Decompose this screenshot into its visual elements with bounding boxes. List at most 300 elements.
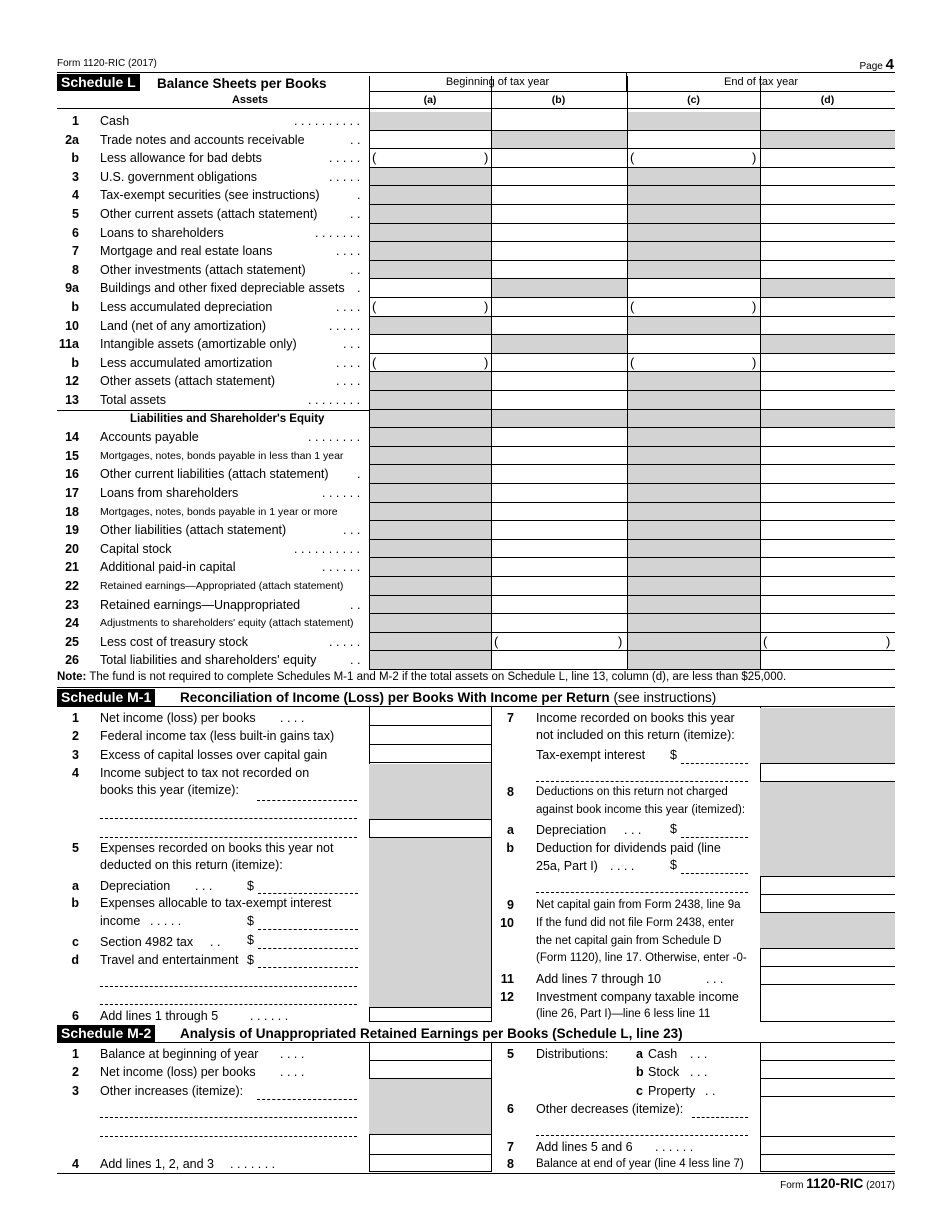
cell-line-6-a [369, 224, 491, 243]
cell-line-24-d[interactable] [760, 614, 895, 633]
cell-line-21-b[interactable] [491, 558, 627, 577]
line-label: Cash [648, 1047, 678, 1061]
close-paren: ) [484, 354, 489, 370]
leader-dots: . . . . . [329, 634, 361, 649]
cell-line-17-b[interactable] [491, 484, 627, 503]
line-number: 9 [507, 898, 514, 912]
leader-dots: . . [705, 1084, 716, 1098]
line-label: Net income (loss) per books [100, 711, 256, 725]
dollar-sign: $ [247, 933, 254, 947]
cell-line-b-c[interactable] [627, 354, 760, 373]
itemize-line[interactable] [100, 837, 357, 838]
cell-line-b-d[interactable] [760, 354, 895, 373]
open-paren: ( [372, 354, 377, 370]
cell-line-b-a[interactable] [369, 354, 491, 373]
cell-line-5-b[interactable] [491, 205, 627, 224]
divider [626, 72, 627, 92]
cell-line-7-c [627, 242, 760, 261]
line-label-cont: (line 26, Part I)—line 6 less line 11 [536, 1008, 711, 1020]
cell-line-7-d[interactable] [760, 242, 895, 261]
itemize-line[interactable] [681, 763, 748, 764]
line-label: Capital stock [100, 541, 172, 556]
itemize-line[interactable] [681, 873, 748, 874]
line-label-cont: 25a, Part I) [536, 859, 598, 873]
divider [369, 76, 370, 670]
open-paren: ( [630, 150, 635, 166]
line-number: a [507, 823, 514, 837]
cell-line-5-c [627, 205, 760, 224]
line-number: 1 [72, 114, 79, 128]
line-label: Mortgage and real estate loans [100, 244, 273, 259]
dollar-sign: $ [670, 858, 677, 872]
cell-line-20-c [627, 540, 760, 559]
line-label: Loans from shareholders [100, 486, 239, 500]
col-d-header: (d) [820, 94, 835, 106]
line-number: 14 [65, 430, 79, 445]
itemize-line[interactable] [258, 893, 358, 894]
itemize-line[interactable] [100, 1004, 357, 1005]
divider [627, 76, 628, 670]
line-label: Balance at end of year (line 4 less line 7) [536, 1158, 744, 1170]
line-number: b [71, 300, 79, 314]
m1-line10-amount[interactable] [760, 949, 895, 967]
leader-dots: . . [350, 653, 361, 668]
m2-line3-amount[interactable] [369, 1135, 491, 1155]
cell-line-12-d[interactable] [760, 372, 895, 391]
cell-line-b-d[interactable] [760, 149, 895, 168]
open-paren: ( [372, 299, 377, 314]
line-label: Retained earnings—Appropriated (attach statement) [100, 580, 344, 592]
line-label: Balance at beginning of year [100, 1047, 259, 1061]
leader-dots: . . . . [336, 374, 361, 389]
line-label: Buildings and other fixed depreciable assets [100, 281, 345, 296]
line-number: 10 [500, 916, 514, 930]
cell-line-4-d[interactable] [760, 186, 895, 205]
line-number: 7 [72, 244, 79, 259]
m1-line10-shade [760, 913, 895, 949]
cell-line-7-b[interactable] [491, 242, 627, 261]
m1-line4-amount[interactable] [369, 820, 491, 838]
schedule-m2-tag: Schedule M-2 [57, 1025, 155, 1042]
page-number: Page 4 [859, 56, 894, 73]
leader-dots: . [357, 281, 361, 296]
cell-line-10-c [627, 317, 760, 336]
line-label: Total liabilities and shareholders' equity [100, 653, 317, 668]
line-label-cont: the net capital gain from Schedule D [536, 935, 722, 947]
cell-line-5-a [369, 205, 491, 224]
itemize-line[interactable] [100, 986, 357, 987]
cell-line-20-d[interactable] [760, 540, 895, 559]
line-label: Income recorded on books this year [536, 711, 735, 725]
line-number: d [71, 953, 79, 967]
leader-dots: . . [350, 132, 361, 147]
cell-line-1-a [369, 112, 491, 131]
line-number: 8 [507, 1157, 514, 1171]
line-label: Adjustments to shareholders' equity (attach statement) [100, 617, 354, 630]
cell-line-14-c [627, 428, 760, 447]
dollar-sign: $ [247, 879, 254, 893]
cell-line-11a-b [491, 335, 627, 354]
line-label: Intangible assets (amortizable only) [100, 337, 297, 352]
top-rule [57, 72, 895, 73]
line-number: 11 [500, 972, 514, 986]
itemize-line[interactable] [258, 929, 358, 930]
cell-line-9a-b [491, 279, 627, 298]
leader-dots: . . . [690, 1047, 708, 1061]
assets-heading: Assets [231, 94, 269, 106]
line-label: Less allowance for bad debts [100, 151, 262, 166]
line-number: 13 [65, 393, 79, 407]
dollar-sign: $ [247, 914, 254, 928]
line-label: Trade notes and accounts receivable [100, 132, 305, 147]
cell-line-16-c [627, 465, 760, 484]
cell-line-14-d[interactable] [760, 428, 895, 447]
line-label: Tax-exempt securities (see instructions) [100, 188, 320, 203]
itemize-line[interactable] [100, 818, 357, 819]
cell-line-15-a [369, 447, 491, 466]
cell-line-8-b[interactable] [491, 261, 627, 280]
line-number: 12 [500, 990, 514, 1004]
line-label: Net income (loss) per books [100, 1065, 256, 1079]
cell-line-2a-c[interactable] [627, 131, 760, 150]
line-label: Retained earnings—Unappropriated [100, 597, 301, 612]
m2-line1-amount[interactable] [369, 1043, 491, 1061]
line-label: Less cost of treasury stock [100, 634, 248, 649]
itemize-line[interactable] [536, 781, 748, 782]
cell-line-9a-c[interactable] [627, 279, 760, 298]
cell-line-20-b[interactable] [491, 540, 627, 559]
cell-line-16-d[interactable] [760, 465, 895, 484]
leader-dots: . . . [343, 523, 361, 538]
cell-line-25-a [369, 633, 491, 652]
cell-line-22-c [627, 577, 760, 596]
line-number: 6 [507, 1102, 514, 1116]
sub-letter: c [636, 1084, 643, 1098]
cell-line-19-b[interactable] [491, 521, 627, 540]
close-paren: ) [484, 150, 489, 166]
line-label: Depreciation [536, 823, 607, 837]
m1-line3-amount[interactable] [369, 745, 491, 763]
line-label-cont: against book income this year (itemized): [536, 804, 746, 816]
leader-dots: . . . [706, 972, 724, 986]
cell-line-21-d[interactable] [760, 558, 895, 577]
line-label-cont: (Form 1120), line 17. Otherwise, enter -0- [536, 952, 747, 964]
leader-dots: . . . . . . . [230, 1157, 276, 1171]
leader-dots: . . [350, 207, 361, 221]
cell-line-10-d[interactable] [760, 317, 895, 336]
line-label: Stock [648, 1065, 680, 1079]
cell-line-22-d[interactable] [760, 577, 895, 596]
m2-line6-amount[interactable] [760, 1097, 895, 1137]
line-label: Federal income tax (less built-in gains tax) [100, 729, 335, 743]
m1-line1-amount[interactable] [369, 708, 491, 726]
line-label: Other current assets (attach statement) [100, 207, 318, 221]
leader-dots: . [357, 188, 361, 203]
cell-line-26-c [627, 651, 760, 670]
line-label: Add lines 1 through 5 [100, 1009, 219, 1023]
line-number: b [71, 355, 79, 370]
cell-line-21-a [369, 558, 491, 577]
cell-line-8-d[interactable] [760, 261, 895, 280]
close-paren: ) [752, 299, 757, 314]
line-label: Other investments (attach statement) [100, 262, 306, 277]
m1-line8-amount[interactable] [760, 877, 895, 895]
schedule-l-title: Balance Sheets per Books [157, 76, 327, 91]
line-number: 22 [65, 579, 79, 593]
cell-line-19-d[interactable] [760, 521, 895, 540]
leader-dots: . . . [624, 823, 642, 837]
itemize-line[interactable] [258, 967, 358, 968]
cell-line-25-c [627, 633, 760, 652]
line-label: Mortgages, notes, bonds payable in 1 year or more [100, 505, 338, 518]
line-number: 26 [65, 653, 79, 668]
leader-dots: . . . . . . . . . . [294, 541, 360, 556]
line-number: 8 [507, 785, 514, 799]
cell-line-24-a [369, 614, 491, 633]
cell-line-18-c [627, 503, 760, 522]
m2-line5b-amount[interactable] [760, 1061, 895, 1079]
line-number: 3 [72, 169, 79, 184]
form-id: Form 1120-RIC (2017) [57, 58, 157, 69]
line-number: 16 [65, 467, 79, 482]
line-label: Distributions: [536, 1047, 609, 1061]
leader-dots: . . . . [336, 300, 361, 314]
cell-line-3-b[interactable] [491, 168, 627, 187]
cell-line-17-c [627, 484, 760, 503]
line-label: Deductions on this return not charged [536, 786, 728, 798]
cell-line-13-d[interactable] [760, 391, 895, 410]
leader-dots: . . . . [336, 355, 361, 370]
cell-liab-head-d [760, 410, 895, 429]
line-label: Add lines 1, 2, and 3 [100, 1157, 214, 1171]
cell-line-23-c [627, 596, 760, 615]
cell-line-b-b[interactable] [491, 354, 627, 373]
line-number: 17 [65, 486, 79, 500]
cell-line-15-d[interactable] [760, 447, 895, 466]
leader-dots: . . . [690, 1065, 708, 1079]
cell-line-17-d[interactable] [760, 484, 895, 503]
line-label: If the fund did not file Form 2438, enter [536, 917, 735, 929]
leader-dots: . . [350, 597, 361, 612]
line-label: Mortgages, notes, bonds payable in less than 1 year [100, 449, 344, 462]
leader-dots: . . . . . . [322, 560, 361, 575]
itemize-line[interactable] [536, 1135, 748, 1136]
leader-dots: . . . . [280, 1065, 305, 1079]
leader-dots: . . . . . . . . [308, 430, 361, 445]
cell-line-26-a [369, 651, 491, 670]
cell-line-24-b[interactable] [491, 614, 627, 633]
itemize-line[interactable] [692, 1117, 748, 1118]
cell-line-16-a [369, 465, 491, 484]
line-number: 2 [72, 1065, 79, 1079]
line-number: 5 [507, 1047, 514, 1061]
close-paren: ) [752, 354, 757, 370]
m1-line7-amount[interactable] [760, 764, 895, 782]
itemize-line[interactable] [681, 837, 748, 838]
m1-line9-amount[interactable] [760, 895, 895, 913]
line-number: 11a [58, 337, 79, 352]
open-paren: ( [630, 299, 635, 314]
line-number: 19 [65, 523, 79, 538]
cell-line-b-a[interactable] [369, 298, 491, 317]
cell-line-9a-d [760, 279, 895, 298]
m1-line11-amount[interactable] [760, 967, 895, 985]
line-number: 5 [72, 207, 79, 221]
m2-line3-shade [369, 1079, 491, 1135]
m1-line8-shade [760, 782, 895, 877]
leader-dots: . . . . [280, 1047, 305, 1061]
line-label: Net capital gain from Form 2438, line 9a [536, 899, 741, 911]
cell-line-26-b[interactable] [491, 651, 627, 670]
leader-dots: . . . . . . . . [308, 393, 361, 407]
cell-line-12-c [627, 372, 760, 391]
leader-dots: . . . . . [329, 169, 361, 184]
cell-line-19-a [369, 521, 491, 540]
cell-line-11a-a[interactable] [369, 335, 491, 354]
itemize-line[interactable] [258, 948, 358, 949]
cell-line-14-a [369, 428, 491, 447]
line-label: Accounts payable [100, 430, 199, 445]
cell-line-1-b[interactable] [491, 112, 627, 131]
cell-line-10-b[interactable] [491, 317, 627, 336]
cell-line-9a-a[interactable] [369, 279, 491, 298]
cell-line-6-d[interactable] [760, 224, 895, 243]
m2-line7-amount[interactable] [760, 1137, 895, 1155]
cell-line-14-b[interactable] [491, 428, 627, 447]
line-number: 9a [65, 281, 79, 296]
line-label: Other current liabilities (attach statement) [100, 467, 329, 482]
m2-line2-amount[interactable] [369, 1061, 491, 1079]
cell-line-b-d[interactable] [760, 298, 895, 317]
line-label: Other assets (attach statement) [100, 374, 276, 389]
cell-line-4-a [369, 186, 491, 205]
close-paren: ) [618, 633, 623, 649]
line-number: 3 [72, 748, 79, 762]
cell-line-24-c [627, 614, 760, 633]
cell-line-b-b[interactable] [491, 149, 627, 168]
leader-dots: . [357, 467, 361, 482]
cell-line-1-c [627, 112, 760, 131]
cell-line-11a-c[interactable] [627, 335, 760, 354]
footer-form-id: Form 1120-RIC (2017) [780, 1176, 895, 1191]
line-label-cont: deducted on this return (itemize): [100, 858, 283, 872]
itemize-line[interactable] [100, 1136, 357, 1137]
close-paren: ) [484, 299, 489, 314]
cell-line-16-b[interactable] [491, 465, 627, 484]
cell-line-13-b[interactable] [491, 391, 627, 410]
cell-line-23-b[interactable] [491, 596, 627, 615]
line-label: Depreciation [100, 879, 171, 893]
line-label-cont: income [100, 914, 141, 928]
close-paren: ) [752, 150, 757, 166]
line-number: 25 [65, 634, 79, 649]
cell-line-6-c [627, 224, 760, 243]
cell-line-2a-a[interactable] [369, 131, 491, 150]
cell-line-18-a [369, 503, 491, 522]
cell-line-4-b[interactable] [491, 186, 627, 205]
divider [57, 410, 369, 411]
cell-line-25-d[interactable] [760, 633, 895, 652]
schedule-m1-title: Reconciliation of Income (Loss) per Books With Income per Return (see instructions) [180, 690, 717, 705]
itemize-line[interactable] [100, 1117, 357, 1118]
m2-line4-amount[interactable] [369, 1155, 491, 1172]
line-label: Total assets [100, 393, 167, 407]
schedule-m2-title: Analysis of Unappropriated Retained Earnings per Books (Schedule L, line 23) [180, 1026, 683, 1041]
beginning-of-year: Beginning of tax year [445, 76, 550, 88]
open-paren: ( [494, 633, 499, 649]
line-label: Property [648, 1084, 696, 1098]
cell-line-7-a [369, 242, 491, 261]
divider [760, 76, 761, 670]
line-number: 6 [72, 225, 79, 240]
line-number: 4 [72, 766, 79, 780]
line-number: 7 [507, 1140, 514, 1154]
cell-line-4-c [627, 186, 760, 205]
line-label: Additional paid-in capital [100, 560, 236, 575]
line-number: 24 [65, 616, 79, 631]
itemize-line[interactable] [257, 800, 357, 801]
m2-line5c-amount[interactable] [760, 1079, 895, 1097]
line-number: 6 [72, 1009, 79, 1023]
open-paren: ( [763, 633, 768, 649]
leader-dots: . . . . . . [655, 1140, 694, 1154]
cell-line-23-d[interactable] [760, 596, 895, 615]
cell-line-18-d[interactable] [760, 503, 895, 522]
cell-line-13-c [627, 391, 760, 410]
col-c-header: (c) [687, 94, 700, 106]
m2-line5a-amount[interactable] [760, 1043, 895, 1061]
cell-line-3-c [627, 168, 760, 187]
line-number: 15 [65, 448, 79, 463]
line-label: U.S. government obligations [100, 169, 258, 184]
cell-line-b-c[interactable] [627, 298, 760, 317]
line-number: 20 [65, 541, 79, 556]
line-label-cont: books this year (itemize): [100, 783, 239, 797]
m1-line12-amount[interactable] [760, 985, 895, 1022]
cell-line-5-d[interactable] [760, 205, 895, 224]
line-number: 12 [65, 374, 79, 389]
cell-line-18-b[interactable] [491, 503, 627, 522]
cell-line-1-d[interactable] [760, 112, 895, 131]
cell-line-12-b[interactable] [491, 372, 627, 391]
cell-line-8-a [369, 261, 491, 280]
cell-line-b-c[interactable] [627, 149, 760, 168]
cell-line-23-a [369, 596, 491, 615]
cell-line-2a-b [491, 131, 627, 150]
leader-dots: . . [210, 935, 221, 949]
itemize-line[interactable] [257, 1099, 357, 1100]
cell-line-25-b[interactable] [491, 633, 627, 652]
line-number: 8 [72, 262, 79, 277]
m1-line6-amount[interactable] [369, 1008, 491, 1022]
m2-line8-amount[interactable] [760, 1155, 895, 1172]
line-number: 1 [72, 711, 79, 725]
cell-line-2a-d [760, 131, 895, 150]
cell-line-26-d[interactable] [760, 651, 895, 670]
cell-line-22-b[interactable] [491, 577, 627, 596]
m1-line2-amount[interactable] [369, 727, 491, 745]
line-label: Investment company taxable income [536, 990, 739, 1004]
leader-dots: . . . . [280, 711, 305, 725]
cell-line-b-a[interactable] [369, 149, 491, 168]
line-number: 23 [65, 597, 79, 612]
cell-line-6-b[interactable] [491, 224, 627, 243]
cell-line-3-d[interactable] [760, 168, 895, 187]
cell-line-20-a [369, 540, 491, 559]
itemize-line[interactable] [536, 892, 748, 893]
cell-line-b-b[interactable] [491, 298, 627, 317]
cell-line-15-b[interactable] [491, 447, 627, 466]
